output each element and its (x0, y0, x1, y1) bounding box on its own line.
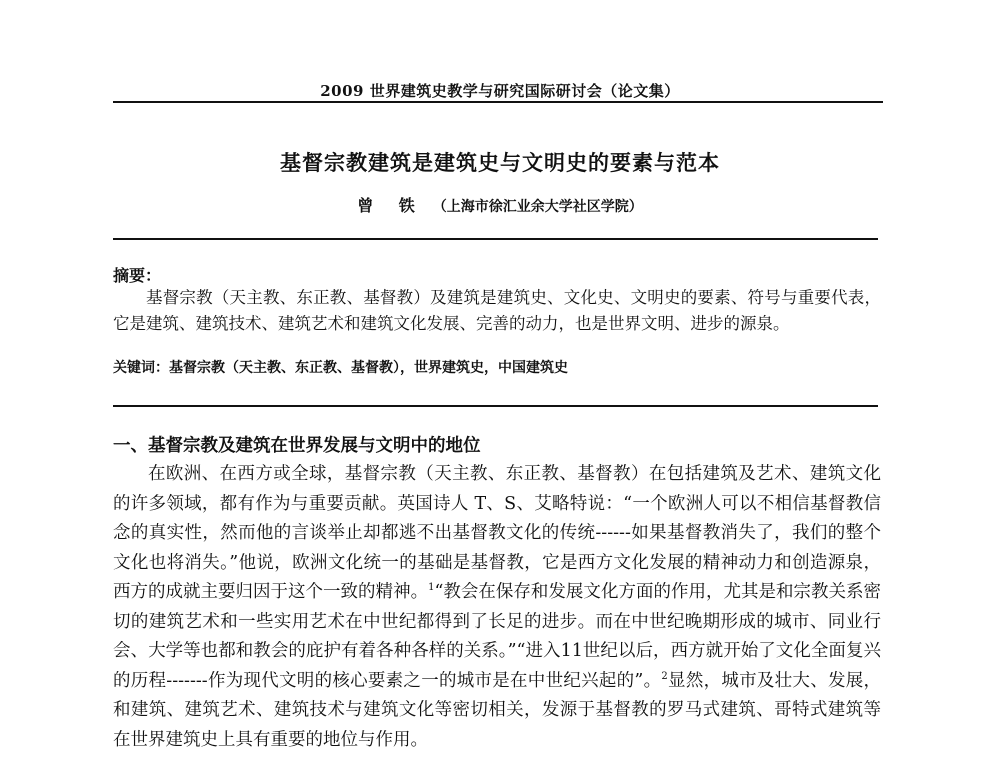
abstract-top-rule (113, 238, 878, 240)
author-name: 曾 铁 (357, 196, 425, 215)
keywords-line (113, 357, 568, 377)
footnote-ref-2[interactable]: 2 (661, 670, 668, 682)
keywords-text: 基督宗教（天主教、东正教、基督教），世界建筑史，中国建筑史 (169, 360, 568, 376)
paper-title: 基督宗教建筑是建筑史与文明史的要素与范本 (280, 150, 720, 175)
body-text-part-2: “教会在保存和发展文化方面的作用，尤其是和宗教关系密切的建筑艺术和一些实用艺术在中世纪都得到了长足的进步。而在中世纪晚期形成的城市、同业行会、大学等也都和教会的庇护有着各种各样的关系。”“进入11世纪以后，西方就开始了文化全面复兴的历程-------作为现代文明的核心要素之一的城市是在中世纪兴起的”。 (113, 582, 881, 691)
author-affiliation: （上海市徐汇业余大学社区学院） (432, 199, 643, 215)
body-paragraph (113, 460, 881, 755)
abstract-text: 基督宗教（天主教、东正教、基督教）及建筑是建筑史、文化史、文明史的要素、符号与重要代表，它是建筑、建筑技术、建筑艺术和建筑文化发展、完善的动力，也是世界文明、进步的源泉。 (113, 288, 881, 333)
header-rule (113, 101, 883, 103)
keywords-label: 关键词： (113, 360, 169, 376)
abstract-label: 摘要： (113, 266, 162, 285)
running-header: 2009 世界建筑史教学与研究国际研讨会（论文集） (320, 82, 680, 100)
body-text-part-1: 在欧洲、在西方或全球，基督宗教（天主教、东正教、基督教）在包括建筑及艺术、建筑文化的许多领域，都有作为与重要贡献。英国诗人 T、S、艾略特说：“一个欧洲人可以不相信基督教信念的真实性，然而他的言谈举止却都逃不出基督教文化的传统------如果基督教消失了，我们的整个文化也将消失。”他说，欧洲文化统一的基础是基督教，它是西方文化发展的精神动力和创造源泉，西方的成就主要归因于这个一致的精神。 (113, 464, 881, 602)
section-heading: 一、基督宗教及建筑在世界发展与文明中的地位 (113, 436, 481, 456)
abstract-bottom-rule (113, 405, 878, 407)
author-line (0, 193, 1000, 216)
footnote-ref-1[interactable]: 1 (428, 582, 435, 594)
body-text-part-3: 显然，城市及壮大、发展，和建筑、建筑艺术、建筑技术与建筑文化等密切相关，发源于基督教的罗马式建筑、哥特式建筑等在世界建筑史上具有重要的地位与作用。 (113, 670, 882, 750)
